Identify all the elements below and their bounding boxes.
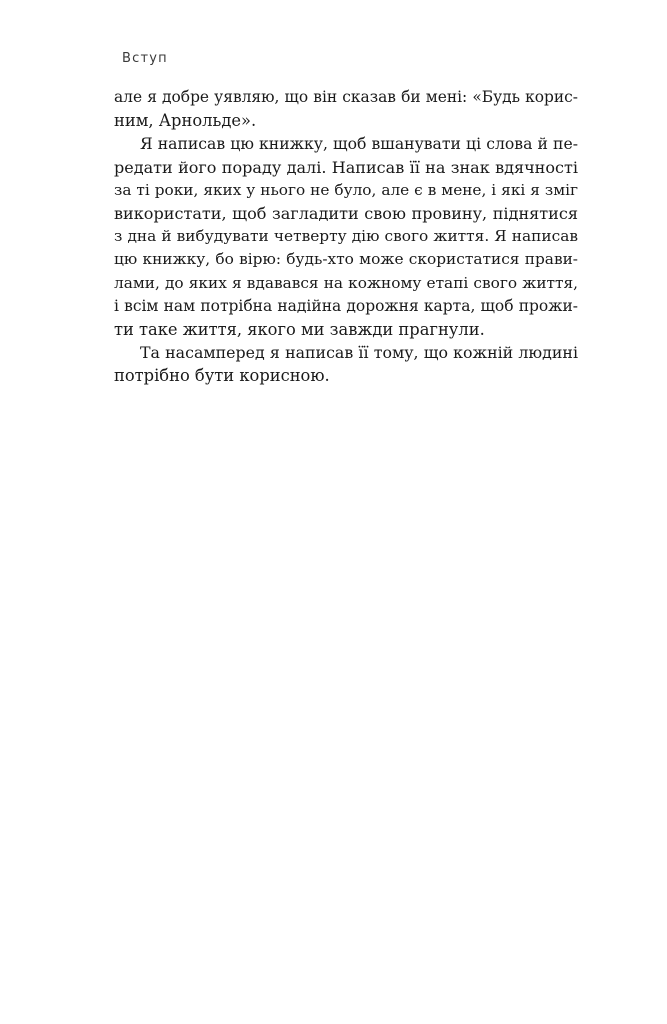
text-line: редати його пораду далі. Написав її на знак вдячності — [114, 157, 578, 177]
text-line: за ті роки, яких у нього не було, але є в мене, і які я зміг — [114, 180, 578, 199]
text-line: використати, щоб загладити свою провину, піднятися — [114, 203, 578, 223]
paragraph-3 — [114, 341, 578, 387]
text-line: лами, до яких я вдавався на кожному етапі свого життя, — [114, 273, 578, 292]
text-line: і всім нам потрібна надійна дорожня карта, щоб прожи- — [114, 296, 578, 315]
text-line: Я написав цю книжку, щоб вшанувати ці слова й пе- — [140, 134, 578, 154]
text-line: потрібно бути корисною. — [114, 366, 330, 386]
text-line: ти таке життя, якого ми завжди прагнули. — [114, 319, 485, 339]
text-line: з дна й вибудувати четверту дію свого життя. Я написав — [114, 227, 578, 246]
paragraph-2 — [114, 132, 578, 341]
text-line: ним, Арнольде». — [114, 111, 257, 131]
text-line: але я добре уявляю, що він сказав би мені: «Будь корис- — [114, 88, 578, 106]
body-text — [114, 86, 578, 387]
text-line: Та насамперед я написав її тому, що кожній людині — [140, 343, 578, 363]
paragraph-1 — [114, 86, 578, 132]
running-header: Вступ — [122, 51, 168, 66]
text-line: цю книжку, бо вірю: будь-хто може скористатися прави- — [114, 250, 578, 269]
